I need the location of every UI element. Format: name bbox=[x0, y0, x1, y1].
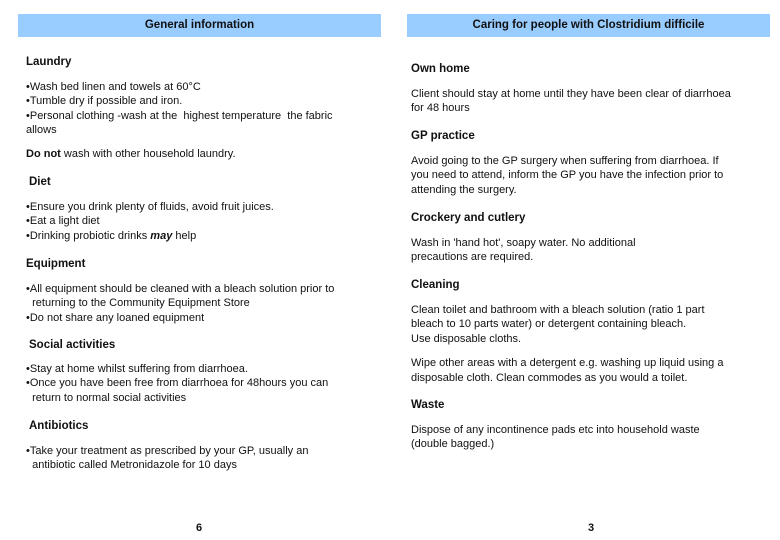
text-line: attending the surgery. bbox=[411, 183, 517, 196]
list-item: •Eat a light diet bbox=[26, 215, 100, 228]
warning-text: wash with other household laundry. bbox=[60, 148, 236, 160]
text-line: Wash in 'hand hot', soapy water. No additional bbox=[411, 237, 636, 249]
text-line: Dispose of any incontinence pads etc into household waste bbox=[411, 424, 700, 436]
crockery-text bbox=[411, 236, 636, 265]
list-item: •All equipment should be cleaned with a bleach solution prior to bbox=[26, 283, 335, 295]
list-item: •Tumble dry if possible and iron. bbox=[26, 95, 183, 108]
text-line: for 48 hours bbox=[411, 102, 470, 115]
text-line: Wipe other areas with a detergent e.g. washing up liquid using a bbox=[411, 357, 724, 370]
list-item: returning to the Community Equipment Store bbox=[26, 297, 250, 310]
list-item: allows bbox=[26, 124, 57, 137]
laundry-heading: Laundry bbox=[26, 56, 72, 68]
text-line: precautions are required. bbox=[411, 251, 534, 264]
text-line: disposable cloth. Clean commodes as you would a toilet. bbox=[411, 371, 688, 384]
list-item: return to normal social activities bbox=[26, 391, 187, 404]
list-item-end: help bbox=[172, 229, 197, 242]
list-item: •Stay at home whilst suffering from diarrhoea. bbox=[26, 363, 248, 375]
cleaning-heading: Cleaning bbox=[411, 279, 460, 291]
own-home-text bbox=[411, 87, 731, 116]
own-home-heading: Own home bbox=[411, 63, 470, 75]
list-item: antibiotic called Metronidazole for 10 days bbox=[26, 459, 237, 472]
emphasis: may bbox=[150, 229, 173, 242]
social-heading: Social activities bbox=[29, 339, 116, 351]
crockery-heading: Crockery and cutlery bbox=[411, 212, 526, 224]
laundry-list bbox=[26, 80, 333, 138]
caring-header: Caring for people with Clostridium difficile bbox=[407, 14, 770, 37]
text-line: you need to attend, inform the GP you have the infection prior to bbox=[411, 169, 724, 182]
text-line: Client should stay at home until they have been clear of diarrhoea bbox=[411, 88, 731, 100]
page-number-right: 3 bbox=[588, 522, 595, 534]
diet-heading: Diet bbox=[29, 176, 51, 188]
antibiotics-list bbox=[26, 444, 308, 473]
text-line: (double bagged.) bbox=[411, 438, 495, 451]
list-item: •Personal clothing -wash at the highest temperature the fabric bbox=[26, 109, 333, 122]
list-item: •Take your treatment as prescribed by your GP, usually an bbox=[26, 445, 309, 457]
equipment-list bbox=[26, 282, 334, 325]
gp-heading: GP practice bbox=[411, 130, 475, 142]
text-line: Avoid going to the GP surgery when suffering from diarrhoea. If bbox=[411, 155, 719, 167]
list-item: •Do not share any loaned equipment bbox=[26, 311, 205, 324]
laundry-warning bbox=[26, 147, 236, 161]
list-item: •Drinking probiotic drinks bbox=[26, 229, 151, 242]
text-line: Use disposable cloths. bbox=[411, 332, 522, 345]
text-line: Clean toilet and bathroom with a bleach solution (ratio 1 part bbox=[411, 304, 705, 316]
antibiotics-heading: Antibiotics bbox=[29, 420, 89, 432]
page-number-left: 6 bbox=[196, 522, 203, 534]
list-item: •Once you have been free from diarrhoea for 48hours you can bbox=[26, 377, 329, 390]
spacer bbox=[411, 346, 723, 356]
warning-bold: Do not bbox=[26, 148, 61, 160]
cleaning-text bbox=[411, 303, 723, 385]
list-item: •Ensure you drink plenty of fluids, avoid fruit juices. bbox=[26, 201, 274, 213]
gp-text bbox=[411, 154, 723, 197]
text-line: bleach to 10 parts water) or detergent containing bleach. bbox=[411, 318, 687, 331]
general-information-header: General information bbox=[18, 14, 381, 37]
diet-list bbox=[26, 200, 274, 243]
social-list bbox=[26, 362, 328, 405]
waste-text bbox=[411, 423, 700, 452]
waste-heading: Waste bbox=[411, 399, 445, 411]
equipment-heading: Equipment bbox=[26, 258, 86, 270]
list-item: •Wash bed linen and towels at 60°C bbox=[26, 81, 201, 93]
